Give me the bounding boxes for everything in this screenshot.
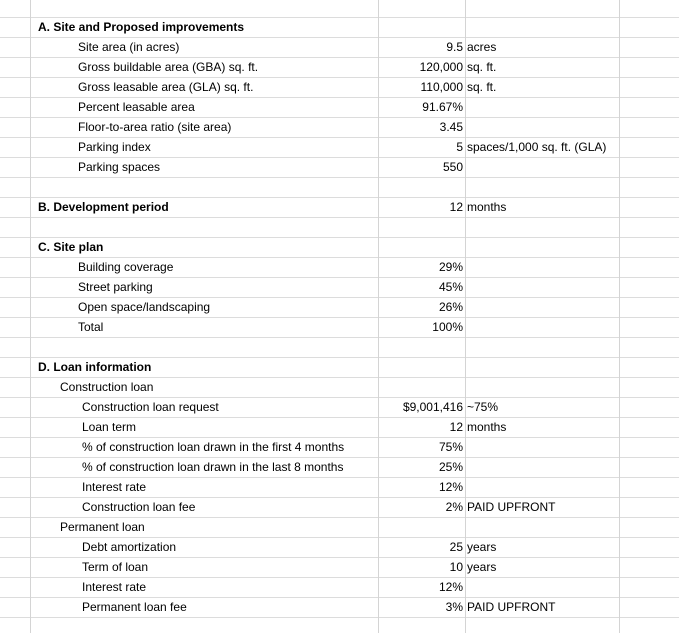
parking-spaces-label[interactable]: Parking spaces [78, 160, 161, 174]
construction-loan-fee-note[interactable]: PAID UPFRONT [467, 500, 556, 514]
development-period-unit[interactable]: months [467, 200, 507, 214]
gla-unit[interactable]: sq. ft. [467, 80, 497, 94]
table-row[interactable] [0, 597, 679, 617]
site-plan-total-value[interactable]: 100% [432, 320, 463, 334]
permanent-interest-rate-value[interactable]: 12% [438, 580, 463, 594]
term-of-loan-unit[interactable]: years [467, 560, 497, 574]
construction-loan-request-label[interactable]: Construction loan request [82, 400, 219, 414]
permanent-loan-fee-label[interactable]: Permanent loan fee [82, 600, 187, 614]
construction-loan-fee-value[interactable]: 2% [445, 500, 463, 514]
section-a-heading[interactable]: A. Site and Proposed improvements [38, 20, 245, 34]
far-value[interactable]: 3.45 [439, 120, 463, 134]
construction-interest-rate-label[interactable]: Interest rate [82, 480, 147, 494]
section-d-heading-row[interactable] [0, 357, 679, 377]
section-c-heading[interactable]: C. Site plan [38, 240, 104, 254]
permanent-loan-fee-note[interactable]: PAID UPFRONT [467, 600, 556, 614]
development-period-value[interactable]: 12 [449, 200, 463, 214]
building-coverage-value[interactable]: 29% [438, 260, 463, 274]
permanent-interest-rate-label[interactable]: Interest rate [82, 580, 147, 594]
section-a-heading-row[interactable] [0, 17, 679, 37]
gba-label[interactable]: Gross buildable area (GBA) sq. ft. [78, 60, 259, 74]
percent-leasable-value[interactable]: 91.67% [422, 100, 463, 114]
drawn-last-8-months-value[interactable]: 25% [438, 460, 463, 474]
table-row[interactable] [0, 137, 679, 157]
table-row[interactable] [0, 477, 679, 497]
far-label[interactable]: Floor-to-area ratio (site area) [78, 120, 232, 134]
table-row[interactable] [0, 157, 679, 177]
construction-interest-rate-value[interactable]: 12% [438, 480, 463, 494]
permanent-loan-title-row[interactable] [0, 517, 679, 537]
table-row[interactable] [0, 397, 679, 417]
gba-value[interactable]: 120,000 [419, 60, 463, 74]
site-area-label[interactable]: Site area (in acres) [78, 40, 180, 54]
gla-value[interactable]: 110,000 [420, 80, 463, 94]
table-row[interactable] [0, 37, 679, 57]
drawn-first-4-months-label[interactable]: % of construction loan drawn in the first 4 months [82, 440, 345, 454]
section-b-row[interactable] [0, 197, 679, 217]
parking-index-value[interactable]: 5 [456, 140, 463, 154]
construction-loan-fee-label[interactable]: Construction loan fee [82, 500, 196, 514]
parking-index-label[interactable]: Parking index [78, 140, 151, 154]
section-b-heading[interactable]: B. Development period [38, 200, 169, 214]
construction-loan-request-value[interactable]: $9,001,416 [402, 400, 463, 414]
section-d-heading[interactable]: D. Loan information [38, 360, 152, 374]
parking-index-unit[interactable]: spaces/1,000 sq. ft. (GLA) [467, 140, 607, 154]
debt-amortization-value[interactable]: 25 [449, 540, 463, 554]
table-row[interactable] [0, 277, 679, 297]
debt-amortization-unit[interactable]: years [467, 540, 497, 554]
permanent-loan-title[interactable]: Permanent loan [60, 520, 145, 534]
percent-leasable-label[interactable]: Percent leasable area [78, 100, 195, 114]
table-row[interactable] [0, 417, 679, 437]
permanent-loan-fee-value[interactable]: 3% [445, 600, 463, 614]
table-row[interactable] [0, 297, 679, 317]
site-area-unit[interactable]: acres [467, 40, 497, 54]
table-row[interactable] [0, 577, 679, 597]
parking-spaces-value[interactable]: 550 [442, 160, 463, 174]
construction-loan-request-note[interactable]: ~75% [467, 400, 499, 414]
section-c-heading-row[interactable] [0, 237, 679, 257]
table-row[interactable] [0, 97, 679, 117]
table-row[interactable] [0, 117, 679, 137]
table-row[interactable] [0, 437, 679, 457]
table-row[interactable] [0, 77, 679, 97]
street-parking-value[interactable]: 45% [438, 280, 463, 294]
table-row[interactable] [0, 57, 679, 77]
drawn-last-8-months-label[interactable]: % of construction loan drawn in the last 8 months [82, 460, 344, 474]
construction-loan-title-row[interactable] [0, 377, 679, 397]
table-row[interactable] [0, 557, 679, 577]
table-row[interactable] [0, 257, 679, 277]
gba-unit[interactable]: sq. ft. [467, 60, 497, 74]
street-parking-label[interactable]: Street parking [78, 280, 153, 294]
gla-label[interactable]: Gross leasable area (GLA) sq. ft. [78, 80, 254, 94]
building-coverage-label[interactable]: Building coverage [78, 260, 174, 274]
debt-amortization-label[interactable]: Debt amortization [82, 540, 177, 554]
site-area-value[interactable]: 9.5 [446, 40, 463, 54]
table-row[interactable] [0, 317, 679, 337]
site-plan-total-label[interactable]: Total [78, 320, 104, 334]
term-of-loan-label[interactable]: Term of loan [82, 560, 149, 574]
open-space-value[interactable]: 26% [438, 300, 463, 314]
table-row[interactable] [0, 497, 679, 517]
loan-term-value[interactable]: 12 [449, 420, 463, 434]
loan-term-unit[interactable]: months [467, 420, 507, 434]
term-of-loan-value[interactable]: 10 [449, 560, 463, 574]
construction-loan-title[interactable]: Construction loan [60, 380, 154, 394]
open-space-label[interactable]: Open space/landscaping [78, 300, 211, 314]
loan-term-label[interactable]: Loan term [82, 420, 137, 434]
table-row[interactable] [0, 457, 679, 477]
drawn-first-4-months-value[interactable]: 75% [438, 440, 463, 454]
table-row[interactable] [0, 537, 679, 557]
